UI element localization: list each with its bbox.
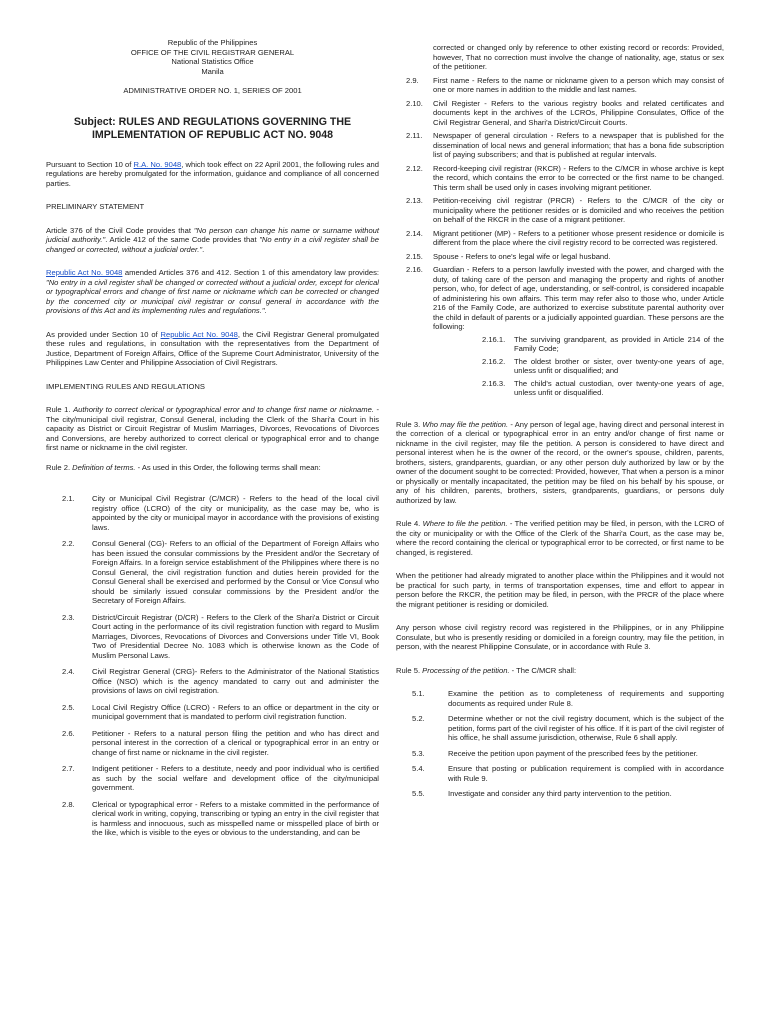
list-item: 2.10. Civil Register - Refers to the various registry books and related certificates and documents kept in the archives of the LCROs, Philippine Consulates, Office of the Civil Registrar General, and Shari'a District/Circuit Courts. bbox=[406, 98, 724, 127]
republic-act-link-2[interactable]: Republic Act No. 9048 bbox=[160, 329, 238, 339]
rule-5: Rule 5. Processing of the petition. - The C/MCR shall: bbox=[396, 665, 577, 675]
list-item: 2.13. Petition-receiving civil registrar (PRCR) - Refers to the C/MCR of the city or municipality where the petitioner resides or is domiciled and who receives the petition on behalf of the RKCR in the case of a migrant petitioner. bbox=[406, 196, 724, 224]
city-line: Manila bbox=[201, 66, 224, 76]
list-item: 5.2. Determine whether or not the civil registry document, which is the subject of the petition, forms part of the civil register of his office. If it is part of the civil register of his office, he shall assume jurisdiction, otherwise, Rule 6 shall apply. bbox=[412, 714, 724, 742]
guardian-sublist bbox=[396, 335, 724, 398]
list-item: 2.12. Record-keeping civil registrar (RKCR) - Refers to the C/MCR in whose archive is kept the record, which contains the error to be corrected or the first name to be changed. This term shall be used only in cases involving migrant petitioner. bbox=[406, 163, 724, 192]
agency-line: National Statistics Office bbox=[171, 57, 254, 66]
intro-paragraph: Pursuant to Section 10 of R.A. No. 9048, which took effect on 22 April 2001, the following rules and regulations are hereby promulgated for the information, guidance and compliance of all concerned parties. bbox=[46, 159, 379, 188]
order-number: ADMINISTRATIVE ORDER NO. 1, SERIES OF 2001 bbox=[123, 86, 302, 95]
list-item: 2.6. Petitioner - Refers to a natural person filing the petition and who has direct and personal interest in the correction of a clerical or typographical error in an entry or change of first name or nickname in the civil register. bbox=[62, 728, 379, 757]
list-item: 2.4. Civil Registrar General (CRG)- Refers to the Administrator of the National Statistics Office (NSO) which is the agency mandated to carry out and administer the provisions of laws on civil registration. bbox=[62, 667, 379, 695]
right-column bbox=[396, 43, 724, 799]
list-item: 2.14. Migrant petitioner (MP) - Refers to a petitioner whose present residence or domicile is different from the place where the civil registry record to be corrected was registered. bbox=[406, 228, 724, 247]
amendment-paragraph: Republic Act No. 9048 amended Articles 376 and 412. Section 1 of this amendatory law provides: "No entry in a civil register shall be changed or corrected without a judicial order, except for clerical or typographical errors and change of first name or nickname which can be corrected or changed by the concerned city or municipal civil registrar or consul general in accordance with the provisions of this Act and its implementing rules and regulations.". bbox=[46, 268, 380, 315]
list-item: 5.5. Investigate and consider any third party intervention to the petition. bbox=[412, 789, 672, 798]
list-item: 2.9. First name - Refers to the name or nickname given to a person which may consist of one or more names in addition to the middle and last names. bbox=[406, 75, 724, 94]
left-column bbox=[46, 38, 379, 838]
list-item: 2.2. Consul General (CG)- Refers to an official of the Department of Foreign Affairs who has been issued the consular commissions by the President and/or the Secretary of Foreign Affairs. In a foreign service establishment of the Philippines where there is no Consul General, the civil registration function and duties herein provided for the Consul General shall be exercised and performed by the Consul or Vice Consul who should be similarly issued consular commissions by the President and/or the Secretary of Foreign Affairs. bbox=[62, 539, 379, 605]
list-item: 2.16.2. The oldest brother or sister, over twenty-one years of age, unless unfit or disqualified; and bbox=[482, 356, 724, 375]
implementing-heading: IMPLEMENTING RULES AND REGULATIONS bbox=[46, 381, 205, 391]
republic-act-link[interactable]: Republic Act No. 9048 bbox=[46, 268, 123, 277]
section10-paragraph: As provided under Section 10 of Republic Act No. 9048, the Civil Registrar General promulgated these rules and regulations, in consultation with the representatives from the Department of Justice, Department of Foreign Affairs, Office of the Supreme Court Administrator, University of the Philippines Law Center and Philippine Association of Civil Registrars. bbox=[46, 329, 380, 367]
list-item: 2.16. Guardian - Refers to a person lawfully invested with the power, and charged with the duty, of taking care of the person and managing the property and rights of another person, who, for defect of age, understanding, or self-control, is considered incapable of administering his own affairs. This term may refer also to those who, under Article 216 of the Family Code, are authorized to exercise substitute parental authority over the child in default of parents or a judicially appointed guardian. These persons are the following: bbox=[406, 265, 724, 331]
rule-2: Rule 2. Definition of terms. - As used in this Order, the following terms shall mean: bbox=[46, 462, 321, 472]
ra-9048-link[interactable]: R.A. No. 9048 bbox=[133, 159, 182, 169]
definition-continuation: corrected or changed only by reference to other existing record or records: Provided, however, That no correction must involve the change of nationality, age, status or sex of the petitioner. bbox=[433, 43, 724, 71]
preliminary-heading: PRELIMINARY STATEMENT bbox=[46, 202, 145, 211]
list-item: 2.8. Clerical or typographical error - Refers to a mistake committed in the performance of clerical work in writing, copying, transcribing or typing an entry in the civil register that is harmless and innocuous, such as misspelled name or misspelled place of birth or the like, which is visible to the eyes or obvious to the understanding, and can be bbox=[62, 799, 379, 837]
rule-3: Rule 3. Who may file the petition. - Any person of legal age, having direct and personal interest in the correction of a clerical or typographical error in an entry and/or change of first name or nickname in the civil register, may file the petition. A person is considered to have direct and personal interest when he is the owner of the record, or the owner's spouse, children, parents, brothers, sisters, grandparents, guardian, or any other person duly authorized by law or by the owner of the document sought to be corrected: Provided, however, That when a person is a minor or physically or mentally incapacitated, the petition may be filed on his behalf by his spouse, or any of his children, parents, brothers, sisters, grandparents, guardians, or persons duly authorized by law. bbox=[396, 419, 724, 505]
rule-1: Rule 1. Authority to correct clerical or typographical error and to change first name or nickname. - The city/municipal civil registrar, Consul General, including the Clerk of the Shari'a Court in his capacity as District or Circuit Registrar of Muslim Marriages, Divorces, Revocations of Divorces and Conversions, are hereby authorized to correct clerical or typographical error and to change first name or nickname in the civil register. bbox=[46, 405, 380, 452]
list-item: 2.15. Spouse - Refers to one's legal wife or legal husband. bbox=[406, 251, 611, 261]
abroad-paragraph: Any person whose civil registry record was registered in the Philippines, or in any Philippine Consulate, but who is presently residing or domiciled in a foreign country, may file the petition, in person, with the nearest Philippine Consulate, or in accordance with Rule 3. bbox=[396, 623, 724, 651]
definitions-list-left bbox=[46, 494, 379, 838]
list-item: 2.5. Local Civil Registry Office (LCRO) - Refers to an office or department in the city or municipal government that is mandated to perform civil registration function. bbox=[62, 702, 379, 721]
list-item: 5.4. Ensure that posting or publication requirement is complied with in accordance with Rule 9. bbox=[412, 764, 724, 783]
list-item: 2.16.1. The surviving grandparent, as provided in Article 214 of the Family Code; bbox=[482, 334, 724, 353]
civil-code-paragraph: Article 376 of the Civil Code provides that "No person can change his name or surname without judicial authority.". Article 412 of the same Code provides that "No entry in a civil register shall be changed or corrected, without a judicial order.". bbox=[46, 225, 379, 254]
list-item: 2.3. District/Circuit Registrar (D/CR) - Refers to the Clerk of the Shari'a District or Circuit Court acting in the performance of its civil registration function with regard to Muslim Marriages, Divorces, Revocations of Divorces and Conversions under Title VI, Book Two of Presidential Decree No. 1083 which is otherwise known as the Code of Muslim Personal Laws. bbox=[62, 612, 379, 660]
list-item: 5.1. Examine the petition as to completeness of requirements and supporting documents as required under Rule 8. bbox=[412, 689, 724, 708]
republic-line: Republic of the Philippines bbox=[167, 38, 258, 47]
migrant-paragraph: When the petitioner had already migrated to another place within the Philippines and it would not be practical for such party, in terms of transportation expenses, time and effort to appear in person before the RKCR, the petition may be filed, in person, with the PRCR of the place where the migrant petitioner is residing or domiciled. bbox=[396, 571, 724, 609]
rule-4: Rule 4. Where to file the petition. - The verified petition may be filed, in person, with the LCRO of the city or municipality or with the Office of the Clerk of the Shari'a Court, as the case may be, where the record containing the clerical or typographical error to be corrected, or first name to be changed, is registered. bbox=[396, 519, 725, 557]
list-item: 5.3. Receive the petition upon payment of the prescribed fees by the petitioner. bbox=[412, 748, 698, 758]
processing-steps bbox=[396, 689, 724, 799]
subject-heading: Subject: RULES AND REGULATIONS GOVERNING THE IMPLEMENTATION OF REPUBLIC ACT NO. 9048 bbox=[73, 115, 352, 141]
list-item: 2.1. City or Municipal Civil Registrar (C/MCR) - Refers to the head of the local civil registry office (LCRO) of the city or municipality, as the case may be, who is appointed by the city or municipal mayor in accordance with the provisions of existing laws. bbox=[62, 494, 379, 532]
office-line: OFFICE OF THE CIVIL REGISTRAR GENERAL bbox=[130, 47, 295, 57]
list-item: 2.11. Newspaper of general circulation - Refers to a newspaper that is published for the dissemination of local news and general information; that has a bona fide subscription list of paying subscribers; and that is published at regular intervals. bbox=[406, 131, 724, 159]
definitions-list-right bbox=[396, 76, 724, 332]
list-item: 2.16.3. The child's actual custodian, over twenty-one years of age, unless unfit or disqualified. bbox=[482, 378, 724, 397]
list-item: 2.7. Indigent petitioner - Refers to a destitute, needy and poor individual who is certified as such by the social welfare and development office of the city/municipal government. bbox=[62, 764, 379, 792]
letterhead bbox=[46, 38, 379, 96]
